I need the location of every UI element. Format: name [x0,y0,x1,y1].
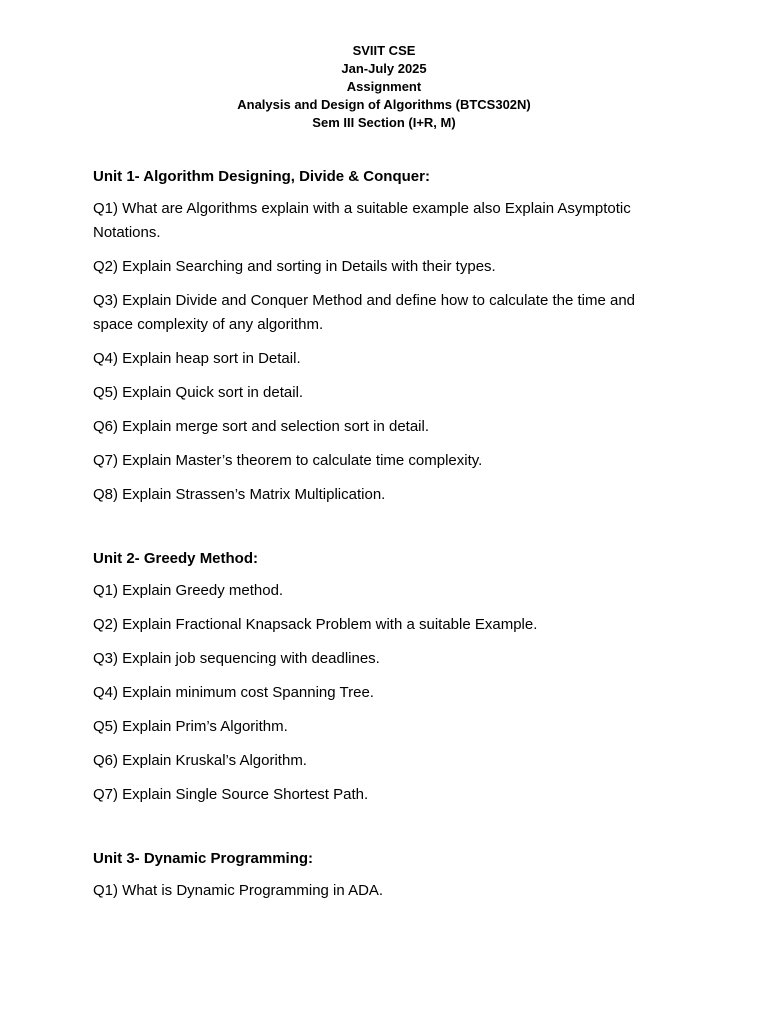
semester-section: Sem III Section (I+R, M) [312,115,456,130]
question-item: Q7) Explain Single Source Shortest Path. [93,786,369,803]
institute-name: SVIIT CSE [352,43,416,58]
unit-section [93,166,678,507]
unit-section [93,548,678,807]
question-item: Q1) What are Algorithms explain with a suitable example also Explain Asymptotic Notations. [93,200,631,241]
assignment-content [93,166,678,913]
question-item: Q7) Explain Master’s theorem to calculate time complexity. [93,452,483,469]
unit-title: Unit 3- Dynamic Programming: [93,850,314,867]
question-item: Q4) Explain minimum cost Spanning Tree. [93,684,374,701]
course-title: Analysis and Design of Algorithms (BTCS302N) [237,97,531,112]
unit-title: Unit 1- Algorithm Designing, Divide & Conquer: [93,168,430,185]
question-item: Q8) Explain Strassen’s Matrix Multiplication. [93,486,386,503]
document-type: Assignment [346,79,422,94]
unit-title: Unit 2- Greedy Method: [93,550,259,567]
document-header [0,42,768,132]
question-item: Q3) Explain Divide and Conquer Method and define how to calculate the time and space complexity of any algorithm. [93,292,635,333]
question-item: Q1) What is Dynamic Programming in ADA. [93,882,384,899]
unit-section [93,848,678,903]
question-item: Q6) Explain merge sort and selection sort in detail. [93,418,429,435]
question-item: Q4) Explain heap sort in Detail. [93,350,301,367]
question-item: Q3) Explain job sequencing with deadlines. [93,650,380,667]
question-item: Q2) Explain Searching and sorting in Details with their types. [93,258,496,275]
session-term: Jan-July 2025 [341,61,427,76]
question-item: Q5) Explain Prim’s Algorithm. [93,718,288,735]
question-item: Q2) Explain Fractional Knapsack Problem with a suitable Example. [93,616,538,633]
question-item: Q1) Explain Greedy method. [93,582,284,599]
question-item: Q6) Explain Kruskal’s Algorithm. [93,752,307,769]
question-item: Q5) Explain Quick sort in detail. [93,384,304,401]
